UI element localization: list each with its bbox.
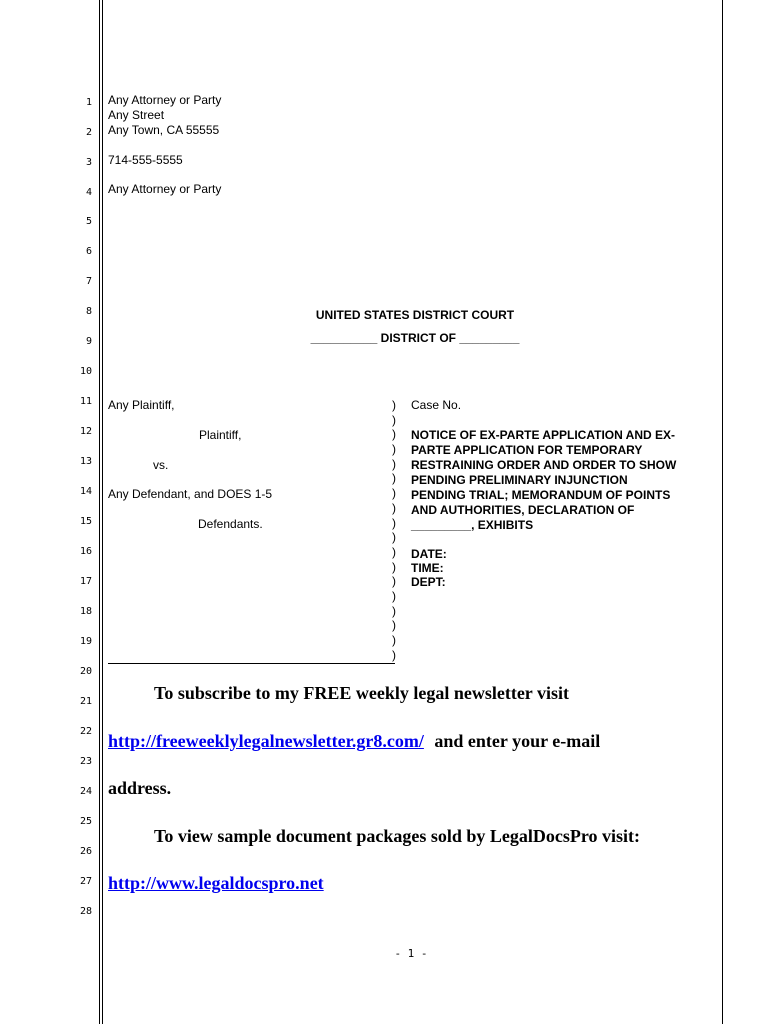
attorney-for: Any Attorney or Party [108,182,222,196]
line-number: 18 [79,606,92,617]
hearing-dept-label: DEPT: [411,575,446,589]
case-title-line: _________, EXHIBITS [411,518,534,532]
attorney-city: Any Town, CA 55555 [108,123,220,137]
line-number: 1 [85,97,92,108]
hearing-time-label: TIME: [411,561,444,575]
newsletter-line [108,730,600,752]
versus-label: vs. [153,458,169,472]
line-number: 27 [79,876,92,887]
paren: ) [392,486,396,501]
line-number: 23 [79,756,92,767]
left-margin-rule-outer [99,0,100,1024]
samples-text: To view sample document packages sold by LegalDocsPro visit: [154,826,641,846]
paren: ) [392,427,396,442]
line-number: 24 [79,786,92,797]
line-number: 22 [79,726,92,737]
case-title-line: RESTRAINING ORDER AND ORDER TO SHOW [411,458,677,472]
line-number: 21 [79,696,92,707]
paren: ) [392,559,396,574]
caption-underline [108,663,395,664]
paren: ) [392,500,396,515]
line-number: 3 [85,157,92,168]
paren: ) [392,588,396,603]
line-number: 4 [85,187,92,198]
line-number: 5 [85,216,92,227]
line-number: 11 [79,396,92,407]
defendant-name: Any Defendant, and DOES 1-5 [108,487,273,501]
plaintiff-role: Plaintiff, [199,428,242,442]
left-margin-rule-inner [102,0,103,1024]
court-district: __________ DISTRICT OF _________ [310,331,520,345]
line-number: 17 [79,576,92,587]
caption-paren-column [392,398,400,662]
page-number: - 1 - [394,947,428,960]
case-title-line: PARTE APPLICATION FOR TEMPORARY [411,443,643,457]
line-number: 28 [79,906,92,917]
paren: ) [392,471,396,486]
plaintiff-name: Any Plaintiff, [108,398,175,412]
line-number: 16 [79,546,92,557]
case-title-line: PENDING TRIAL; MEMORANDUM OF POINTS [411,488,671,502]
legaldocspro-link-text[interactable]: http://www.legaldocspro.net [108,873,324,893]
newsletter-link[interactable]: http://freeweeklylegalnewsletter.gr8.com/ [108,731,424,751]
paren: ) [392,530,396,545]
case-title-line: PENDING PRELIMINARY INJUNCTION [411,473,628,487]
paren: ) [392,603,396,618]
hearing-date-label: DATE: [411,547,447,561]
paren: ) [392,398,396,412]
paren: ) [392,647,396,662]
address-text: address. [108,778,172,798]
attorney-name: Any Attorney or Party [108,93,222,107]
line-number: 9 [85,336,92,347]
newsletter-after-text: and enter your e-mail [434,731,601,751]
case-number-label: Case No. [411,398,462,412]
line-number: 13 [79,456,92,467]
line-number: 12 [79,426,92,437]
paren: ) [392,633,396,647]
paren: ) [392,456,396,471]
line-number: 26 [79,846,92,857]
paren: ) [392,515,396,530]
court-name: UNITED STATES DISTRICT COURT [315,308,515,322]
line-number: 10 [79,366,92,377]
case-title-line: AND AUTHORITIES, DECLARATION OF [411,503,635,517]
line-number: 19 [79,636,92,647]
paren: ) [392,618,396,633]
legaldocspro-link[interactable] [108,872,324,894]
line-number: 20 [79,666,92,677]
subscribe-text: To subscribe to my FREE weekly legal newsletter visit [154,683,569,703]
paren: ) [392,574,396,589]
line-number: 8 [85,306,92,317]
right-margin-rule [722,0,723,1024]
line-number: 7 [85,276,92,287]
paren: ) [392,442,396,457]
case-title-line: NOTICE OF EX-PARTE APPLICATION AND EX- [411,428,676,442]
attorney-phone: 714-555-5555 [108,153,183,167]
line-number: 2 [85,127,92,138]
paren: ) [392,412,396,427]
line-number: 25 [79,816,92,827]
defendant-role: Defendants. [198,517,263,531]
case-title [411,428,676,533]
attorney-street: Any Street [108,108,165,122]
line-number: 15 [79,516,92,527]
paren: ) [392,544,396,559]
line-number: 6 [85,246,92,257]
line-number: 14 [79,486,92,497]
